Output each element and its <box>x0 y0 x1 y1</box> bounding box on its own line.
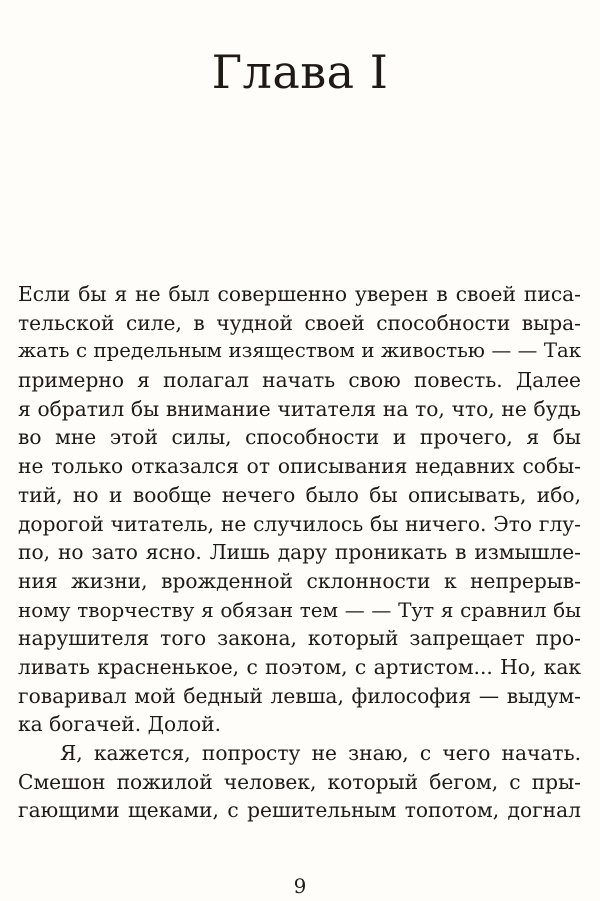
text-line: говаривал мой бедный левша, философия — выдум- <box>18 683 581 708</box>
text-line: примерно я полагал начать свою повесть. Далее <box>18 368 581 393</box>
text-line: жать с предельным изяществом и живостью — — Так <box>18 339 581 363</box>
text-line: ка богачей. Долой. <box>18 712 221 737</box>
text-line: во мне этой силы, способности и прочего, я бы <box>18 425 581 450</box>
page-number: 9 <box>293 874 307 898</box>
text-line: нарушителя того закона, который запрещает про- <box>18 626 581 651</box>
text-line: по, но зато ясно. Лишь дару проникать в измышле- <box>18 540 581 565</box>
text-line: не только отказался от описывания недавних собы- <box>18 454 581 479</box>
text-line: ливать красненькое, с поэтом, с артистом... Но, как <box>18 654 581 679</box>
text-line: я обратил бы внимание читателя на то, что, не будь <box>18 396 581 421</box>
text-line: тий, но и вообще нечего было бы описывать, ибо, <box>18 482 581 507</box>
text-line: гающими щеками, с решительным топотом, догнал <box>18 798 581 823</box>
text-line: Смешон пожилой человек, который бегом, с пры- <box>18 769 581 794</box>
text-line: тельской силе, в чудной своей способности выра- <box>18 310 581 335</box>
text-line: ния жизни, врожденной склонности к непрерыв- <box>18 568 581 593</box>
text-line: Я, кажется, попросту не знаю, с чего начать. <box>60 741 581 765</box>
chapter-title: Глава I <box>211 44 389 99</box>
text-line: дорогой читатель, не случилось бы ничего. Это глу- <box>18 511 581 536</box>
text-line: ному творчеству я обязан тем — — Тут я сравнил бы <box>18 597 581 622</box>
body-text <box>18 280 581 825</box>
text-line: Если бы я не был совершенно уверен в своей писа- <box>18 282 581 306</box>
